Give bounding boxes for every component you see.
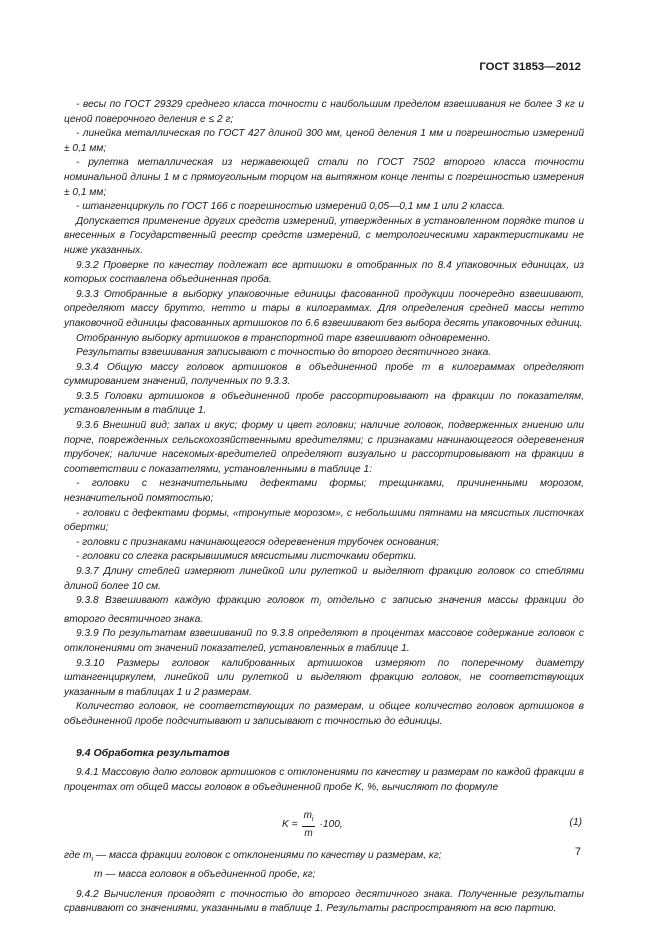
paragraph-b-2: Количество головок, не соответствующих по размерам, и общее количество головок артишоков в объединенной пробе подсчитывают и записывают с точностью до единицы. — [64, 701, 584, 727]
paragraph-a-16: 9.3.7 Длину стеблей измеряют линейкой или рулеткой и выделяют фракцию головок со стеблями длиной более 10 см. — [64, 566, 584, 592]
paragraph-group-b — [64, 627, 584, 729]
paragraph-a-15: - головки со слегка раскрывшимися мясистыми листочками обертки. — [76, 551, 417, 563]
paragraph-b-1: 9.3.10 Размеры головок калиброванных артишоков измеряют по поперечному диаметру штангенциркулем, линейкой или рулеткой и выделяют фракцию головок, не соответствующих указанным в таблицах 1 и 2 размерам. — [64, 657, 584, 698]
formula-lhs: K = — [282, 818, 298, 830]
paragraph-a-8: Результаты взвешивания записывают с точностью до второго десятичного знака. — [76, 347, 492, 359]
paragraph-a-4: Допускается применение других средств измерений, утвержденных в установленном порядке типов и внесенных в Государственный реестр средств измерений, с метрологическими характеристиками не ниже указанных. — [64, 215, 584, 256]
paragraph-a-0: - весы по ГОСТ 29329 среднего класса точности с наибольшим пределом взвешивания не более 3 кг и ценой поверочного деления е ≤ 2 г; — [64, 99, 584, 125]
paragraph-a-5: 9.3.2 Проверке по качеству подлежат все артишоки в отобранных по 8.4 упаковочных единицах, из которых составлена объединенная проба. — [64, 259, 584, 286]
paragraph-a-13: - головки с дефектами формы, «тронутые морозом», с небольшими пятнами на мясистых листочках обертки; — [64, 507, 584, 534]
document-body — [64, 98, 584, 917]
formula-number: (1) — [569, 817, 582, 829]
paragraph-a-7: Отобранную выборку артишоков в транспортной таре взвешивают одновременно. — [76, 332, 491, 344]
paragraph-a-6: 9.3.3 Отобранные в выборку упаковочные единицы фасованной продукции поочередно взвешивают, определяют массу брутто, нетто и тары в килограммах. Для определения средней массы нетто упаковочной единицы фасованных артишоков по 6.6 взвешивают без выбора десять упаковочных единиц. — [64, 288, 584, 329]
page-number: 7 — [574, 846, 581, 858]
formula-1 — [64, 805, 584, 843]
paragraph-a-12: - головки с незначительными дефектами формы; трещинками, причиненными морозом, незначительной помятостью; — [64, 478, 584, 505]
paragraph-a-10: 9.3.5 Головки артишоков в объединенной пробе рассортировывают на фракции по показателям, установленным в таблице 1. — [64, 390, 584, 417]
paragraph-a-14: - головки с признаками начинающегося одеревенения трубочек основания; — [76, 536, 439, 548]
paragraph-a-2: - рулетка металлическая из нержавеющей стали по ГОСТ 7502 второго класса точности номинальной длины 1 м с прямоугольным торцом на вытяжном конце ленты с погрешностью измерения ± 0,1 мм; — [64, 157, 584, 198]
paragraph-a-3: - штангенциркуль по ГОСТ 166 с погрешностью измерений 0,05—0,1 мм 1 или 2 класса. — [76, 201, 505, 213]
where-line-2: m — масса головок в объединенной пробе, кг; — [94, 868, 316, 880]
formula-denominator: m — [304, 828, 313, 840]
formula-rhs: ·100, — [319, 818, 343, 830]
paragraph-a-1: - линейка металлическая по ГОСТ 427 длиной 300 мм, ценой деления 1 мм и погрешностью измерений ± 0,1 мм; — [64, 128, 584, 154]
paragraph-a-11: 9.3.6 Внешний вид; запах и вкус; форму и цвет головки; наличие головок, подверженных гниению или порче, поврежденных сельскохозяйственными вредителями; с признаками начинающегося одеревенения трубочек; наличие насекомых-вредителей определяют визуально и рассортировывают на фракции в соответствии с показателями, установленными в таблице 1: — [64, 420, 584, 475]
paragraph-9-4-2: 9.4.2 Вычисления проводят с точностью до второго десятичного знака. Полученные результаты сравнивают со значениями, указанными в таблице 1. Результаты распространяют на всю партию. — [64, 888, 584, 915]
formula-fraction — [302, 809, 316, 840]
paragraph-9-3-8: 9.3.8 Взвешивают каждую фракцию головок $m_i$ отдельно с записью значения массы фракции до второго десятичного знака. — [64, 595, 584, 625]
section-heading-9-4: 9.4 Обработка результатов — [76, 746, 230, 759]
paragraph-9-4-1: 9.4.1 Массовую долю головок артишоков с отклонениями по качеству и размерам по каждой фракции в процентах от общей массы головок в объединенной пробе K, %, вычисляют по формуле — [64, 767, 584, 793]
formula-expression — [282, 809, 343, 840]
document-header-code: ГОСТ 31853—2012 — [479, 61, 581, 73]
formula-numerator: $m_i$ — [302, 809, 316, 827]
paragraph-group-a — [64, 98, 584, 594]
paragraph-b-0: 9.3.9 По результатам взвешиваний по 9.3.8 определяют в процентах массовое содержание головок с отклонениями от значений показателей, установленных в таблице 1. — [64, 628, 584, 654]
paragraph-a-9: 9.3.4 Общую массу головок артишоков в объединенной пробе m в килограммах определяют суммированием значений, полученных по 9.3.3. — [64, 361, 584, 388]
where-line-1: где $m_i$ — масса фракции головок с отклонениями по качеству и размерам, кг; — [64, 850, 442, 864]
